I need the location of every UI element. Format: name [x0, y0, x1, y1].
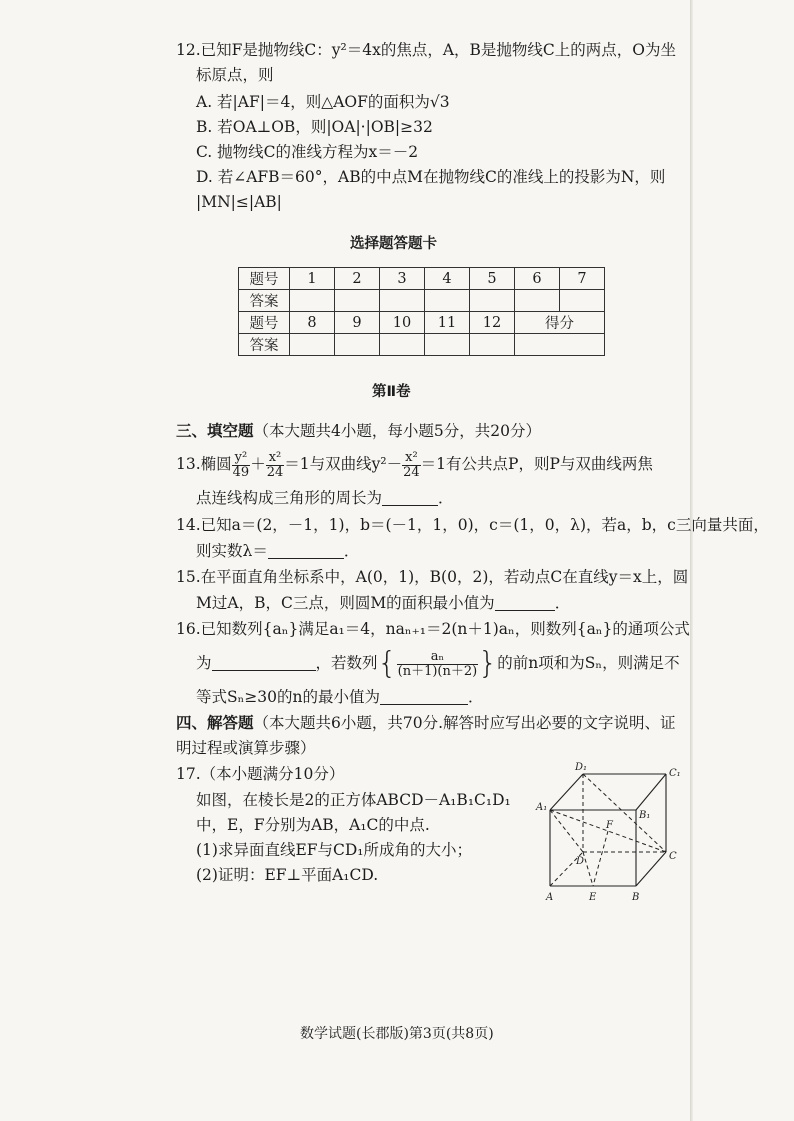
q12-option-d-line1: D. 若∠AFB＝60°，AB的中点M在抛物线C的准线上的投影为N，则	[196, 168, 666, 186]
cell-number: 1	[290, 268, 335, 290]
page-fold-edge	[690, 0, 693, 1121]
q17-line2: 中，E，F分别为AB，A₁C的中点.	[196, 816, 430, 834]
q13-fraction-3: $\frac{\text{x²}}{24}$	[403, 449, 420, 480]
cell-number: 3	[380, 268, 425, 290]
q17-part2: (2)证明：EF⊥平面A₁CD.	[196, 866, 379, 884]
left-brace: {	[377, 646, 397, 681]
answer-cell[interactable]	[515, 290, 560, 312]
q13-fraction-1: $\frac{\text{y²}}{49}$	[232, 449, 250, 480]
q14-answer-blank[interactable]	[268, 542, 344, 559]
q14-line2: 则实数λ＝ ．	[196, 542, 360, 560]
q16-min-n-blank[interactable]	[380, 688, 468, 705]
label-C: C	[669, 851, 677, 862]
q17-line1: 如图，在棱长是2的正方体ABCD－A₁B₁C₁D₁	[196, 791, 511, 809]
q16-line2: 为 ，若数列{ $\frac{\text{aₙ}}{(n+1)(n+2)}$ }的前n项和为Sₙ，则满足不	[196, 646, 680, 681]
q12-option-b: B. 若OA⊥OB，则|OA|·|OB|≥32	[196, 118, 433, 136]
section3-note: （本大题共4小题，每小题5分，共20分）	[253, 422, 541, 440]
answer-cell[interactable]	[425, 290, 470, 312]
q16-line1: 16.已知数列{aₙ}满足a₁＝4，naₙ₊₁＝2(n＋1)aₙ，则数列{aₙ}的通项公式	[176, 620, 690, 638]
answer-cell[interactable]	[380, 334, 425, 356]
section4-title: 四、解答题	[176, 713, 254, 732]
page-footer: 数学试题(长郡版)第3页(共8页)	[300, 1026, 494, 1042]
q12-option-d-line2: |MN|≤|AB|	[196, 193, 282, 211]
section3-title: 三、填空题	[176, 421, 254, 440]
answer-cell[interactable]	[335, 290, 380, 312]
answer-cell[interactable]	[380, 290, 425, 312]
label-A: A	[546, 892, 554, 903]
score-label: 得分	[515, 312, 605, 334]
answer-cell[interactable]	[425, 334, 470, 356]
label-answer: 答案	[239, 334, 290, 356]
q13-mid: ＝1与双曲线y²－	[284, 455, 403, 473]
cell-number: 12	[470, 312, 515, 334]
q12-stem-line1: 12.已知F是抛物线C：y²＝4x的焦点，A，B是抛物线C上的两点，O为坐	[176, 41, 676, 59]
cell-number: 10	[380, 312, 425, 334]
label-B1: B₁	[639, 810, 651, 821]
q12-option-c: C. 抛物线C的准线方程为x＝－2	[196, 143, 419, 161]
answer-cell[interactable]	[290, 290, 335, 312]
answer-card-table	[238, 267, 605, 356]
answer-cell[interactable]	[470, 334, 515, 356]
section4-note-line1: （本大题共6小题，共70分.解答时应写出必要的文字说明、证	[253, 714, 676, 732]
answer-card-row-answers-1	[239, 290, 605, 312]
answer-card-row-numbers-2	[239, 312, 605, 334]
q13-answer-blank[interactable]	[382, 489, 438, 506]
q13-suffix: ＝1有公共点P，则P与双曲线两焦	[420, 455, 653, 473]
label-number: 题号	[239, 268, 290, 290]
q15-answer-blank[interactable]	[495, 594, 555, 611]
label-A1: A₁	[536, 802, 548, 813]
section4-note-line2: 明过程或演算步骤）	[176, 739, 316, 757]
q12-stem-line2: 标原点，则	[196, 66, 274, 84]
cell-number: 6	[515, 268, 560, 290]
answer-cell[interactable]	[560, 290, 605, 312]
cell-number: 4	[425, 268, 470, 290]
part2-title: 第Ⅱ卷	[372, 384, 411, 400]
q13-plus: ＋	[250, 455, 266, 473]
label-F: F	[606, 820, 613, 831]
cell-number: 7	[560, 268, 605, 290]
q13-prefix: 13.椭圆	[176, 455, 232, 473]
q17-header: 17.（本小题满分10分）	[176, 765, 345, 783]
cube-figure	[528, 758, 688, 908]
q16-fraction: $\frac{\text{aₙ}}{(n+1)(n+2)}$	[397, 648, 478, 679]
label-B: B	[632, 892, 640, 903]
answer-card-row-answers-2	[239, 334, 605, 356]
answer-cell[interactable]	[290, 334, 335, 356]
q13-line1	[176, 449, 653, 480]
q17-part1: (1)求异面直线EF与CD₁所成角的大小；	[196, 841, 473, 859]
cell-number: 5	[470, 268, 515, 290]
section3-header	[176, 421, 541, 441]
label-answer: 答案	[239, 290, 290, 312]
section4-header	[176, 713, 676, 733]
label-C1: C₁	[669, 768, 681, 779]
q15-line1: 15.在平面直角坐标系中，A(0，1)，B(0，2)，若动点C在直线y＝x上，圆	[176, 568, 689, 586]
answer-card-title: 选择题答题卡	[350, 236, 437, 252]
q14-line1: 14.已知a＝(2，－1，1)，b＝(－1，1，0)，c＝(1，0，λ)，若a，b，c三向量共面，	[176, 516, 769, 534]
answer-cell[interactable]	[335, 334, 380, 356]
q15-line2: M过A，B，C三点，则圆M的面积最小值为 ．	[196, 594, 571, 612]
label-D1: D₁	[575, 762, 588, 773]
answer-card-row-numbers-1	[239, 268, 605, 290]
q12-option-a: A. 若|AF|＝4，则△AOF的面积为√3	[196, 93, 450, 111]
q16-general-term-blank[interactable]	[212, 654, 316, 671]
cell-number: 8	[290, 312, 335, 334]
label-number: 题号	[239, 312, 290, 334]
right-brace: }	[478, 646, 498, 681]
cell-number: 11	[425, 312, 470, 334]
answer-cell[interactable]	[470, 290, 515, 312]
label-E: E	[589, 892, 597, 903]
label-D: D	[576, 856, 585, 867]
score-cell[interactable]	[515, 334, 605, 356]
q13-fraction-2: $\frac{\text{x²}}{24}$	[266, 449, 284, 480]
q16-line3: 等式Sₙ≥30的n的最小值为 ．	[196, 688, 484, 706]
cell-number: 2	[335, 268, 380, 290]
q13-line2: 点连线构成三角形的周长为 ．	[196, 489, 454, 507]
cell-number: 9	[335, 312, 380, 334]
